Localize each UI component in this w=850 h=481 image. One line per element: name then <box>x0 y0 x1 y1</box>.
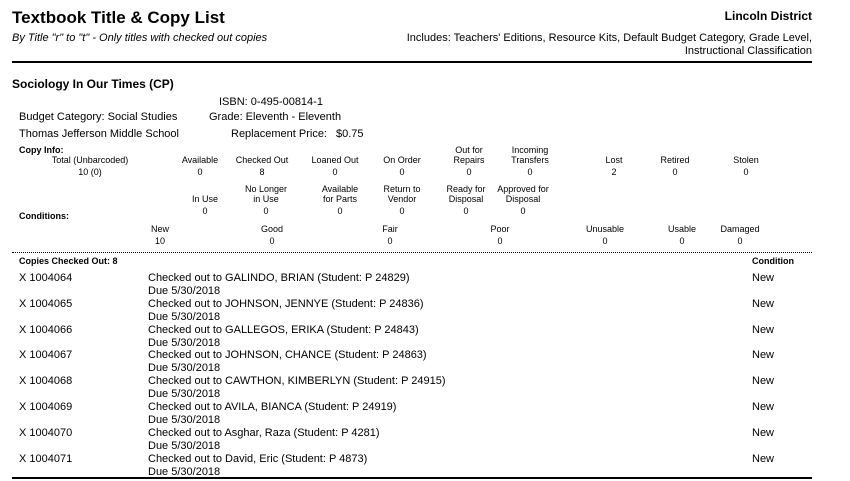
copy-info-cell-value: 0 <box>520 206 526 216</box>
copy-barcode: X 1004066 <box>19 323 73 336</box>
checkout-details <box>148 401 396 427</box>
replacement-price: $0.75 <box>336 128 364 140</box>
copy-info-cell-header-line-1 <box>696 145 796 155</box>
copy-info-cell-header-line-2: Loaned Out <box>311 155 359 165</box>
copy-barcode: X 1004068 <box>19 375 73 388</box>
copy-info-cell-header-line-2: Checked Out <box>235 155 289 165</box>
copy-info-cell-header-line-1: Available <box>321 184 359 194</box>
copy-info-cell-header-line-2: Total (Unbarcoded) <box>51 155 129 165</box>
conditions-label: Conditions: <box>19 211 69 221</box>
book-title: Sociology In Our Times (CP) <box>12 77 174 91</box>
report-title: Textbook Title & Copy List <box>12 8 225 27</box>
condition-cell <box>110 224 210 246</box>
includes-note <box>372 32 812 58</box>
copy-info-cell <box>40 145 140 177</box>
copy-condition: New <box>752 452 775 465</box>
copy-condition: New <box>752 323 775 336</box>
footer-divider <box>12 477 812 479</box>
copy-info-cell-header-line-2: Repairs <box>453 155 485 165</box>
checkout-details <box>148 298 424 324</box>
condition-value: 0 <box>497 236 503 246</box>
due-date: Due 5/30/2018 <box>148 285 221 297</box>
replacement-price-label: Replacement Price: <box>231 128 327 140</box>
copy-info-cell-header-line-1: Approved for <box>497 184 549 194</box>
copy-info-label: Copy Info: <box>19 145 64 155</box>
copy-info-cell-header-line-2: Retired <box>660 155 690 165</box>
copy-barcode: X 1004070 <box>19 426 73 439</box>
copy-info-cell-value: 0 <box>197 167 203 177</box>
copy-info-cell-value: 0 <box>263 206 269 216</box>
header-divider <box>12 61 812 63</box>
condition-header: Fair <box>382 224 398 234</box>
copy-info-cell <box>696 145 796 177</box>
copy-info-cell-header-line-1: No Longer <box>244 184 288 194</box>
copy-info-cell-header-line-1: Incoming <box>511 145 549 155</box>
report-subtitle: By Title "r" to "t" - Only titles with checked out copies <box>12 32 268 44</box>
condition-header: Usable <box>667 224 696 234</box>
copy-info-cell-value: 2 <box>611 167 617 177</box>
checkout-details <box>148 272 410 298</box>
copy-barcode: X 1004067 <box>19 349 73 362</box>
due-date: Due 5/30/2018 <box>148 362 221 375</box>
district-name: Lincoln District <box>724 9 812 23</box>
checkout-details <box>148 349 427 375</box>
copy-info-cell-header-line-2: Vendor <box>387 194 417 204</box>
checkout-description: Checked out to JOHNSON, CHANCE (Student: P 24863) <box>148 349 427 362</box>
checkout-details <box>148 453 367 479</box>
condition-cell <box>222 224 322 246</box>
condition-cell <box>340 224 440 246</box>
school-name: Thomas Jefferson Middle School <box>19 128 179 140</box>
copy-info-cell-value: 0 <box>463 206 469 216</box>
condition-header: Unusable <box>585 224 625 234</box>
includes-line-2: Instructional Classification <box>684 45 812 57</box>
copy-info-cell-value: 8 <box>259 167 265 177</box>
copy-condition: New <box>752 297 775 310</box>
copy-info-cell-value: 0 <box>527 167 533 177</box>
copy-info-cell-header-line-1: Out for <box>455 145 483 155</box>
checkout-details <box>148 324 419 350</box>
copy-barcode: X 1004064 <box>19 272 73 284</box>
copy-condition: New <box>752 349 775 362</box>
condition-cell <box>450 224 550 246</box>
checkout-description: Checked out to CAWTHON, KIMBERLYN (Student: P 24915) <box>148 375 446 388</box>
due-date: Due 5/30/2018 <box>148 388 221 401</box>
condition-header: Good <box>260 224 284 234</box>
due-date: Due 5/30/2018 <box>148 439 221 452</box>
copy-barcode: X 1004069 <box>19 401 73 413</box>
condition-column-header: Condition <box>752 256 794 266</box>
checkout-details <box>148 427 380 453</box>
copy-info-cell-header-line-2: Disposal <box>505 194 541 204</box>
copy-info-cell-value: 0 <box>202 206 208 216</box>
copy-condition: New <box>752 375 775 388</box>
copy-info-cell-value: 0 <box>337 206 343 216</box>
copy-condition: New <box>752 401 775 413</box>
copy-condition: New <box>752 272 775 284</box>
copy-info-cell-value: 0 <box>399 206 405 216</box>
copy-info-cell-header-line-2: in Use <box>253 194 279 204</box>
copies-checked-out-label: Copies Checked Out: 8 <box>19 256 118 266</box>
condition-header: Damaged <box>720 224 760 234</box>
copy-info-cell-header-line-2: On Order <box>383 155 421 165</box>
copy-info-cell-header-line-2: Stolen <box>733 155 759 165</box>
condition-header: New <box>150 224 169 234</box>
due-date: Due 5/30/2018 <box>148 336 221 349</box>
copy-barcode: X 1004065 <box>19 297 73 310</box>
due-date: Due 5/30/2018 <box>148 465 221 478</box>
condition-value: 0 <box>269 236 275 246</box>
checkout-description: Checked out to GALINDO, BRIAN (Student: P 24829) <box>148 272 410 284</box>
copy-info-cell-header-line-2: Disposal <box>448 194 484 204</box>
isbn: ISBN: 0-495-00814-1 <box>219 96 323 108</box>
copy-info-cell-value: 0 <box>672 167 678 177</box>
due-date: Due 5/30/2018 <box>148 414 221 426</box>
copy-info-cell-header-line-2: Transfers <box>511 155 549 165</box>
copy-info-cell-value: 0 <box>466 167 472 177</box>
checkout-description: Checked out to JOHNSON, JENNYE (Student: P 24836) <box>148 297 424 310</box>
copy-info-cell-header-line-1: Ready for <box>446 184 486 194</box>
copy-info-cell-header-line-1 <box>40 145 140 155</box>
condition-value: 0 <box>679 236 685 246</box>
copy-info-cell-value: 0 <box>399 167 405 177</box>
condition-value: 0 <box>602 236 608 246</box>
copy-info-cell-header-line-2: Available <box>181 155 219 165</box>
budget-category: Budget Category: Social Studies <box>19 111 178 123</box>
due-date: Due 5/30/2018 <box>148 310 221 323</box>
copy-info-cell <box>473 184 573 216</box>
copy-info-cell-header-line-2: In Use <box>191 194 218 204</box>
checkout-description: Checked out to GALLEGOS, ERIKA (Student: P 24843) <box>148 323 419 336</box>
copy-info-cell-header-line-2: for Parts <box>322 194 357 204</box>
copy-condition: New <box>752 426 775 439</box>
checkout-description: Checked out to David, Eric (Student: P 4873) <box>148 452 368 465</box>
condition-value: 10 <box>154 236 165 246</box>
condition-cell <box>690 224 790 246</box>
condition-value: 0 <box>737 236 743 246</box>
includes-line-1: Includes: Teachers' Editions, Resource Kits, Default Budget Category, Grade Level, <box>406 32 812 44</box>
copy-info-cell-value: 10 (0) <box>78 167 102 177</box>
checkout-details <box>148 375 446 401</box>
copy-barcode: X 1004071 <box>19 452 73 465</box>
copy-info-cell-value: 0 <box>743 167 749 177</box>
checkout-description: Checked out to AVILA, BIANCA (Student: P 24919) <box>148 401 397 413</box>
copy-info-cell-value: 0 <box>332 167 338 177</box>
copy-info-cell-header-line-2: Lost <box>605 155 623 165</box>
condition-value: 0 <box>387 236 393 246</box>
grade-level: Grade: Eleventh - Eleventh <box>209 111 342 123</box>
section-divider <box>12 252 812 253</box>
condition-header: Poor <box>490 224 510 234</box>
checkout-description: Checked out to Asghar, Raza (Student: P 4281) <box>148 426 380 439</box>
copy-info-cell-header-line-1: Return to <box>383 184 421 194</box>
